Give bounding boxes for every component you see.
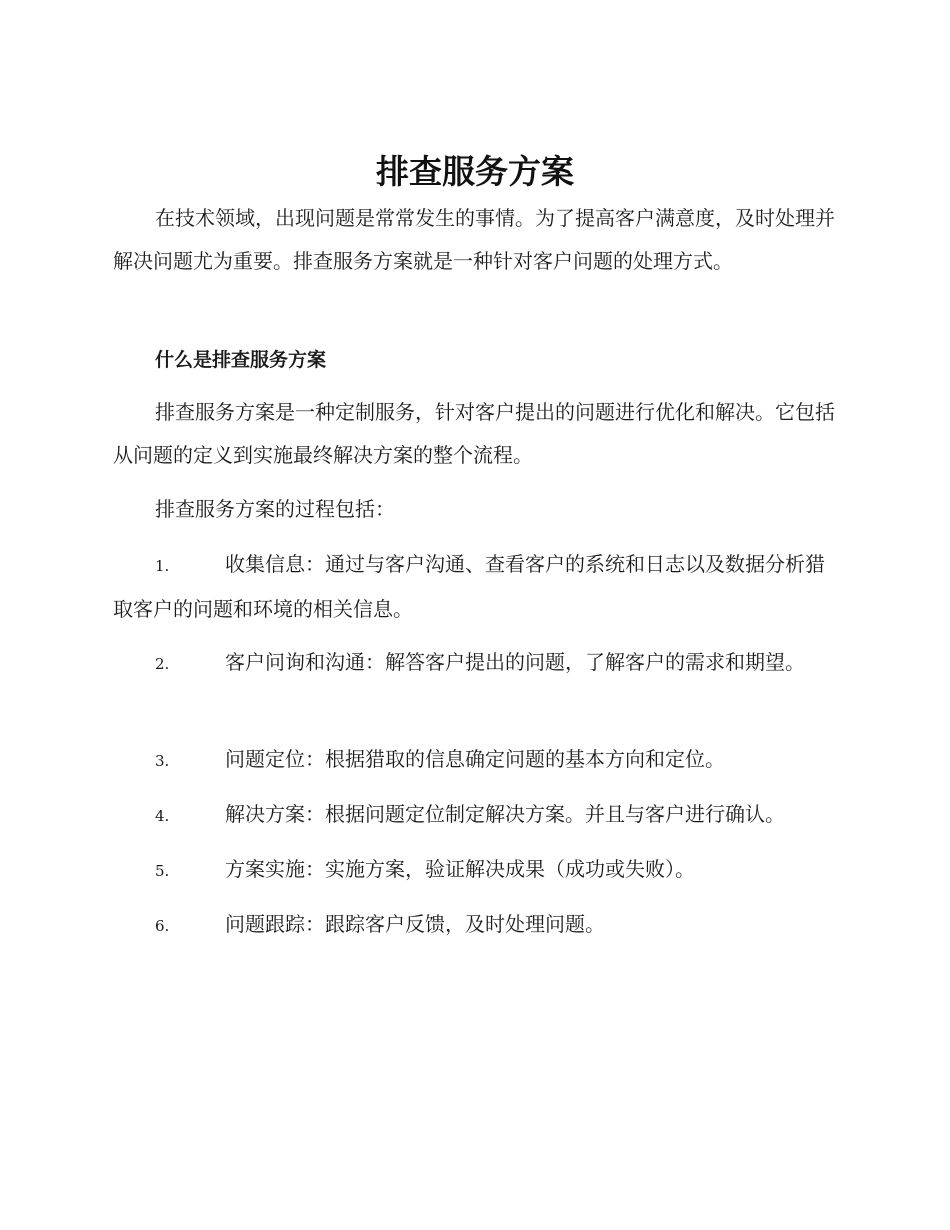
list-item-number: 2.	[155, 655, 170, 673]
list-item-number: 1.	[155, 557, 170, 575]
section-heading: 什么是排查服务方案	[155, 349, 327, 371]
list-item	[113, 903, 837, 948]
list-item-number: 4.	[155, 807, 170, 825]
process-intro-paragraph: 排查服务方案的过程包括：	[155, 497, 395, 521]
list-item-text: 解决方案：根据问题定位制定解决方案。并且与客户进行确认。	[225, 802, 785, 826]
list-item-text: 问题跟踪：跟踪客户反馈，及时处理问题。	[225, 912, 605, 936]
list-item-text: 收集信息：通过与客户沟通、查看客户的系统和日志以及数据分析猎取客户的问题和环境的相关信息。	[113, 552, 825, 621]
list-item	[113, 738, 837, 783]
list-item-number: 3.	[155, 752, 170, 770]
document-title: 排查服务方案	[376, 152, 574, 191]
intro-paragraph: 在技术领域，出现问题是常常发生的事情。为了提高客户满意度，及时处理并解决问题尤为重要。排查服务方案就是一种针对客户问题的处理方式。	[113, 206, 835, 273]
list-item-text: 问题定位：根据猎取的信息确定问题的基本方向和定位。	[225, 747, 725, 771]
list-item-number: 6.	[155, 917, 170, 935]
list-item-text: 客户问询和沟通：解答客户提出的问题，了解客户的需求和期望。	[225, 650, 805, 674]
list-item	[113, 641, 837, 686]
list-item	[113, 793, 837, 838]
list-item	[113, 848, 837, 893]
list-item-text: 方案实施：实施方案，验证解决成果（成功或失败）。	[225, 857, 695, 881]
list-item-number: 5.	[155, 862, 170, 880]
definition-paragraph: 排查服务方案是一种定制服务，针对客户提出的问题进行优化和解决。它包括从问题的定义到实施最终解决方案的整个流程。	[113, 400, 835, 467]
list-item	[113, 543, 837, 631]
